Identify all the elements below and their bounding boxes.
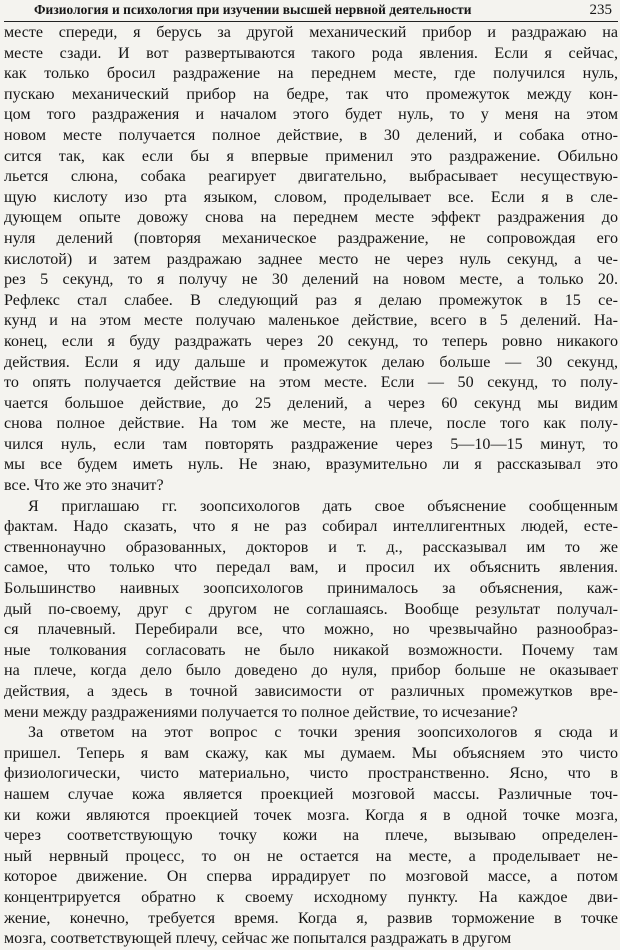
text-line: фактам. Надо сказать, что я не раз собирал интеллигентных людей, есте-	[4, 518, 618, 536]
text-line: действия, а здесь в точной зависимости от различных промежутков вре-	[4, 683, 618, 700]
paragraph	[4, 723, 618, 950]
text-line: мы все будем иметь нуль. Не знаю, вразумительно ли я рассказывал это	[4, 456, 618, 474]
text-line: все. Что же это значит?	[4, 477, 164, 495]
paragraph	[4, 497, 618, 724]
text-line: нуля делений (повторяя механическое раздражение, не сопровождая его	[4, 229, 618, 247]
text-line: кунд и на этом месте получаю маленькое действие, всего в 5 делений. На-	[4, 312, 618, 330]
text-line: то опять получается действие на этом месте. Если — 50 секунд, то полу-	[4, 374, 618, 392]
text-line: новом месте получается полное действие, в 30 делений, и собака отно-	[4, 126, 618, 144]
text-line: мени между раздражениями получается то полное действие, то исчезание?	[4, 703, 518, 721]
text-line: Я приглашаю гг. зоопсихологов дать свое объяснение сообщенным	[28, 497, 618, 515]
text-line: концентрируется обратно к своему исходному пункту. На каждое дви-	[4, 888, 618, 906]
text-line: сится так, как если бы я впервые применил это раздражение. Обильно	[4, 147, 618, 165]
text-line: щую кислоту изо рта языком, словом, проделывает все. Если я в сле-	[4, 188, 618, 206]
text-line: нашем случае кожа является проекцией мозговой массы. Различные точ-	[4, 785, 618, 803]
text-line: действия. Если я иду дальше и промежуток делаю больше — 30 секунд,	[4, 353, 618, 371]
text-line: ся плачевный. Перебирали все, что можно, но чрезвычайно разнообраз-	[4, 621, 618, 639]
text-line: Рефлекс стал слабее. В следующий раз я делаю промежуток в 15 се-	[4, 291, 618, 309]
text-line: ный нервный процесс, то он не остается на месте, а проделывает не-	[4, 847, 618, 865]
text-line: За ответом на этот вопрос с точки зрения зоопсихологов я сюда и	[28, 724, 618, 742]
text-line: месте сзади. И вот развертываются такого рода явления. Если я сейчас,	[4, 44, 618, 62]
running-title: Физиология и психология при изучении высшей нервной деятельности	[34, 2, 472, 17]
text-line: на плече, когда дело было доведено до нуля, прибор больше не оказывает	[4, 662, 618, 680]
text-line: месте спереди, я берусь за другой механический прибор и раздражаю на	[4, 24, 618, 41]
text-line: Большинство наивных зоопсихологов принималось за объяснения, каж-	[4, 580, 618, 598]
text-line: через соответствующую точку кожи на плече, вызываю определен-	[4, 827, 618, 845]
text-line: ки кожи являются проекцией точек мозга. Когда я в одной точке мозга,	[4, 806, 618, 824]
text-line: кислотой) и затем раздражаю заднее место не через нуль секунд, а че-	[4, 250, 618, 268]
text-line: ственнонаучно образованных, докторов и т. д., рассказывал им то же	[4, 538, 618, 556]
text-line: чился нуль, если там повторять раздражение через 5—10—15 минут, то	[4, 435, 618, 453]
paragraph	[4, 23, 618, 497]
text-line: физиологически, чисто материально, чисто пространственно. Ясно, что в	[4, 765, 618, 783]
text-line: цом того раздражения и началом этого будет нуль, то у меня на этом	[4, 106, 618, 124]
text-line: конец, если я буду раздражать через 20 секунд, то теперь ровно никакого	[4, 332, 618, 350]
text-line: которое движение. Он сперва иррадирует по мозговой массе, а потом	[4, 868, 618, 886]
text-line: снова полное действие. На том же месте, на плече, после того как полу-	[4, 415, 618, 433]
text-line: жение, конечно, требуется время. Когда я, развив торможение в точке	[4, 909, 618, 927]
text-line: пришел. Теперь я вам скажу, как мы думаем. Мы объясняем это чисто	[4, 744, 618, 762]
text-line: льется слюна, собака реагирует двигательно, выбрасывает несуществую-	[4, 168, 618, 186]
text-line: мозга, соответствующей плечу, сейчас же попытался раздражать в другом	[4, 930, 512, 948]
text-line: ные толкования согласовать не было никакой возможности. Почему там	[4, 641, 618, 659]
text-line: пускаю механический прибор на бедре, так что промежуток между кон-	[4, 85, 618, 103]
page-number: 235	[589, 2, 612, 18]
body-text	[4, 23, 618, 950]
text-line: самое, что только что передал вам, и просил их объяснить явления.	[4, 559, 618, 577]
running-head	[4, 0, 618, 22]
text-line: рез 5 секунд, то я получу не 30 делений на новом месте, а только 20.	[4, 271, 618, 289]
text-line: как только бросил раздражение на переднем месте, где получился нуль,	[4, 65, 618, 83]
text-line: чается большое действие, до 25 делений, а через 60 секунд мы видим	[4, 394, 618, 412]
text-line: дующем опыте довожу снова на переднем месте эффект раздражения до	[4, 209, 618, 227]
text-line: дый по-своему, друг с другом не соглашаясь. Вообще результат получал-	[4, 600, 618, 618]
